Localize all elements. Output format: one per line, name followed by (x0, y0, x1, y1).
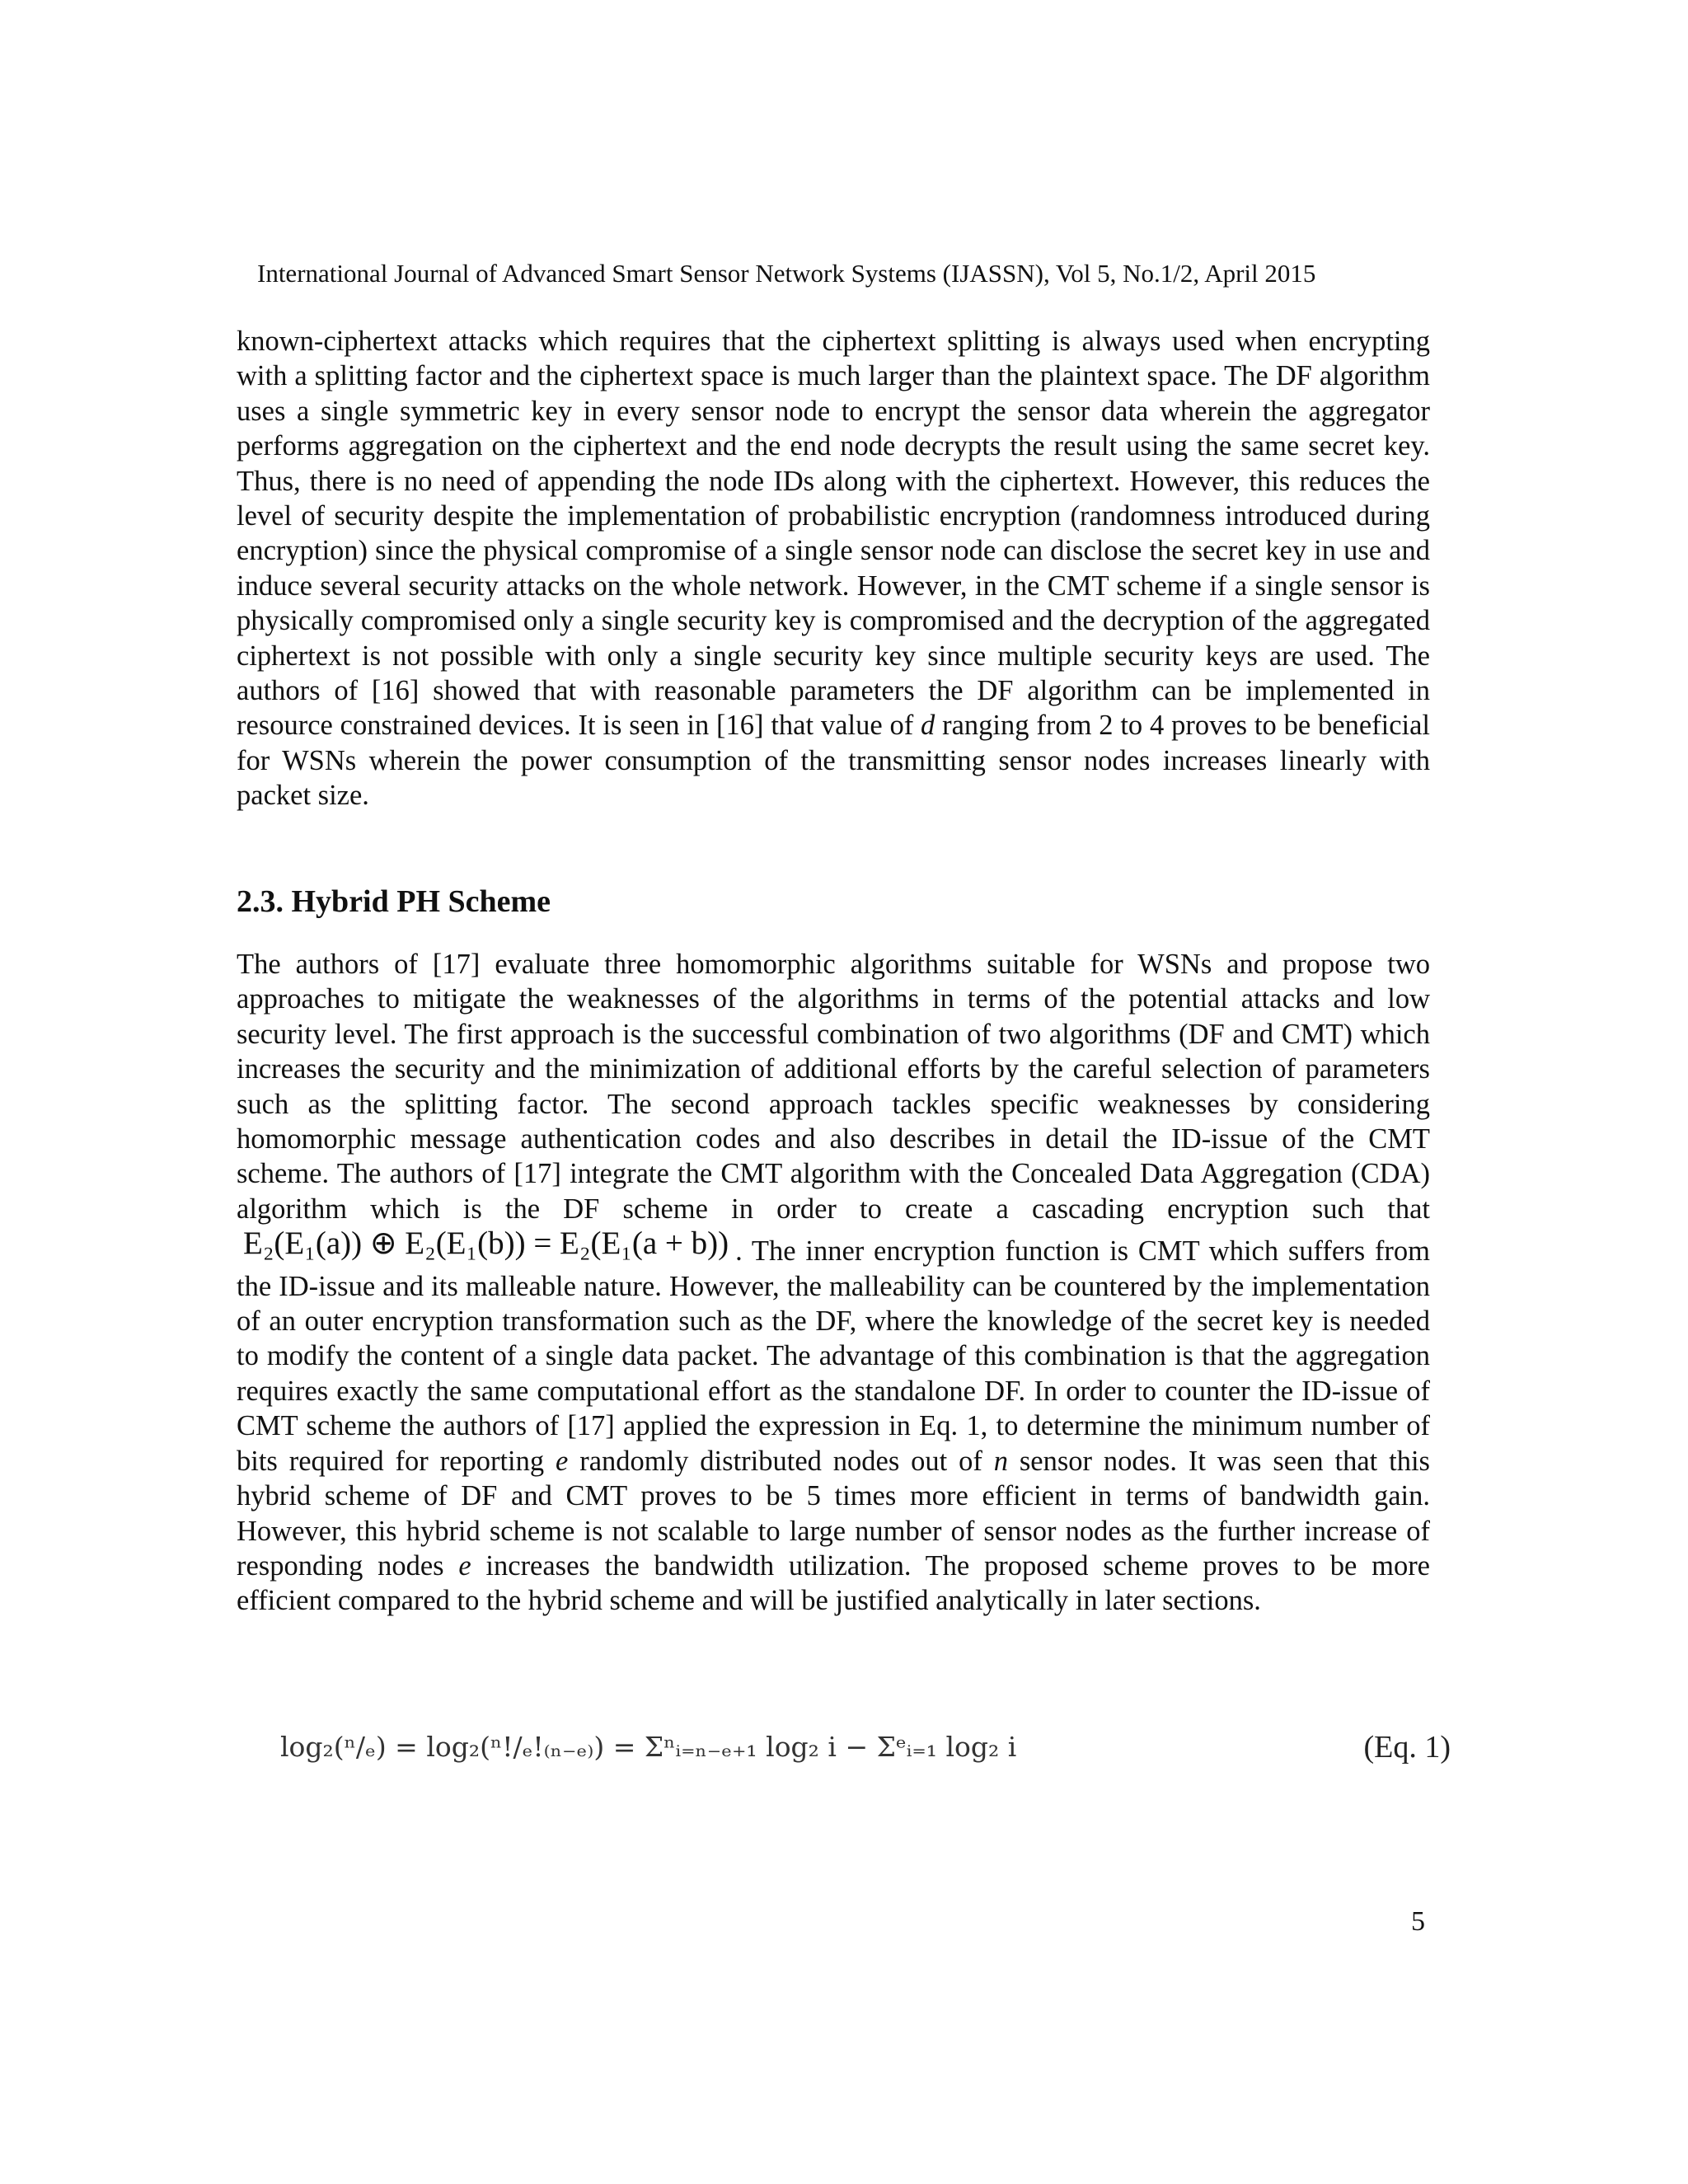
variable-n: n (993, 1445, 1008, 1477)
page-number: 5 (1411, 1906, 1425, 1937)
body-paragraph-1 (237, 324, 1430, 813)
equation-label: (Eq. 1) (1363, 1730, 1451, 1765)
inline-equation: E₂(E₁(a)) ⊕ E₂(E₁(b)) = E₂(E₁(a + b)) (243, 1226, 729, 1262)
paragraph-text: known-ciphertext attacks which requires that the ciphertext splitting is always used when encrypting with a splitting factor and the ciphertext space is much larger than the plaintext space. The DF algorithm uses a single symmetric key in every sensor node to encrypt the sensor data wherein the aggregator performs aggregation on the ciphertext and the end node decrypts the result using the same secret key. Thus, there is no need of appending the node IDs along with the ciphertext. However, this reduces the level of security despite the implementation of probabilistic encryption (randomness introduced during encryption) since the physical compromise of a single sensor node can disclose the secret key in use and induce several security attacks on the whole network. However, in the CMT scheme if a single sensor is physically compromised only a single security key is compromised and the decryption of the aggregated ciphertext is not possible with only a single security key since multiple security keys are used. The authors of [16] showed that with reasonable parameters the DF algorithm can be implemented in resource constrained devices. It is seen in [16] that value of d ranging from 2 to 4 proves to be beneficial for WSNs wherein the power consumption of the transmitting sensor nodes increases linearly with packet size. (237, 326, 1430, 812)
running-header: International Journal of Advanced Smart Sensor Network Systems (IJASSN), Vol 5, No.1/2, April 2015 (257, 259, 1316, 288)
equation-expression: log₂(ⁿ/ₑ) = log₂(ⁿ!/ₑ!₍ₙ₋ₑ₎) = Σⁿᵢ₌ₙ₋ₑ₊₁ log₂ i − Σᵉᵢ₌₁ log₂ i (280, 1731, 1017, 1763)
section-heading: 2.3. Hybrid PH Scheme (237, 884, 551, 919)
equation-1 (280, 1722, 1451, 1780)
variable-d: d (921, 710, 935, 742)
variable-e: e (458, 1549, 471, 1582)
body-paragraph-2 (237, 947, 1430, 1619)
paragraph-text: The authors of [17] evaluate three homomorphic algorithms suitable for WSNs and propose two approaches to mitigate the weaknesses of the algorithms in terms of the potential attacks and low security level. The first approach is the successful combination of two algorithms (DF and CMT) which increases the security and the minimization of additional efforts by the careful selection of parameters such as the splitting factor. The second approach tackles specific weaknesses by considering homomorphic message authentication codes and also describes in detail the ID-issue of the CMT scheme. The authors of [17] integrate the CMT algorithm with the Concealed Data Aggregation (CDA) algorithm which is the DF scheme in order to create a cascading encryption such thatE₂(E₁(a)) ⊕ E₂(E₁(b)) = E₂(E₁(a + b)) . The inner encryption function is CMT which suffers from the ID-issue and its malleable nature. However, the malleability can be countered by the implementation of an outer encryption transformation such as the DF, where the knowledge of the secret key is needed to modify the content of a single data packet. The advantage of this combination is that the aggregation requires exactly the same computational effort as the standalone DF. In order to counter the ID-issue of CMT scheme the authors of [17] applied the expression in Eq. 1, to determine the minimum number of bits required for reporting e randomly distributed nodes out of n sensor nodes. It was seen that this hybrid scheme of DF and CMT proves to be 5 times more efficient in terms of bandwidth gain. However, this hybrid scheme is not scalable to large number of sensor nodes as the further increase of responding nodes e increases the bandwidth utilization. The proposed scheme proves to be more efficient compared to the hybrid scheme and will be justified analytically in later sections. (237, 949, 1430, 1617)
variable-e: e (556, 1445, 569, 1477)
